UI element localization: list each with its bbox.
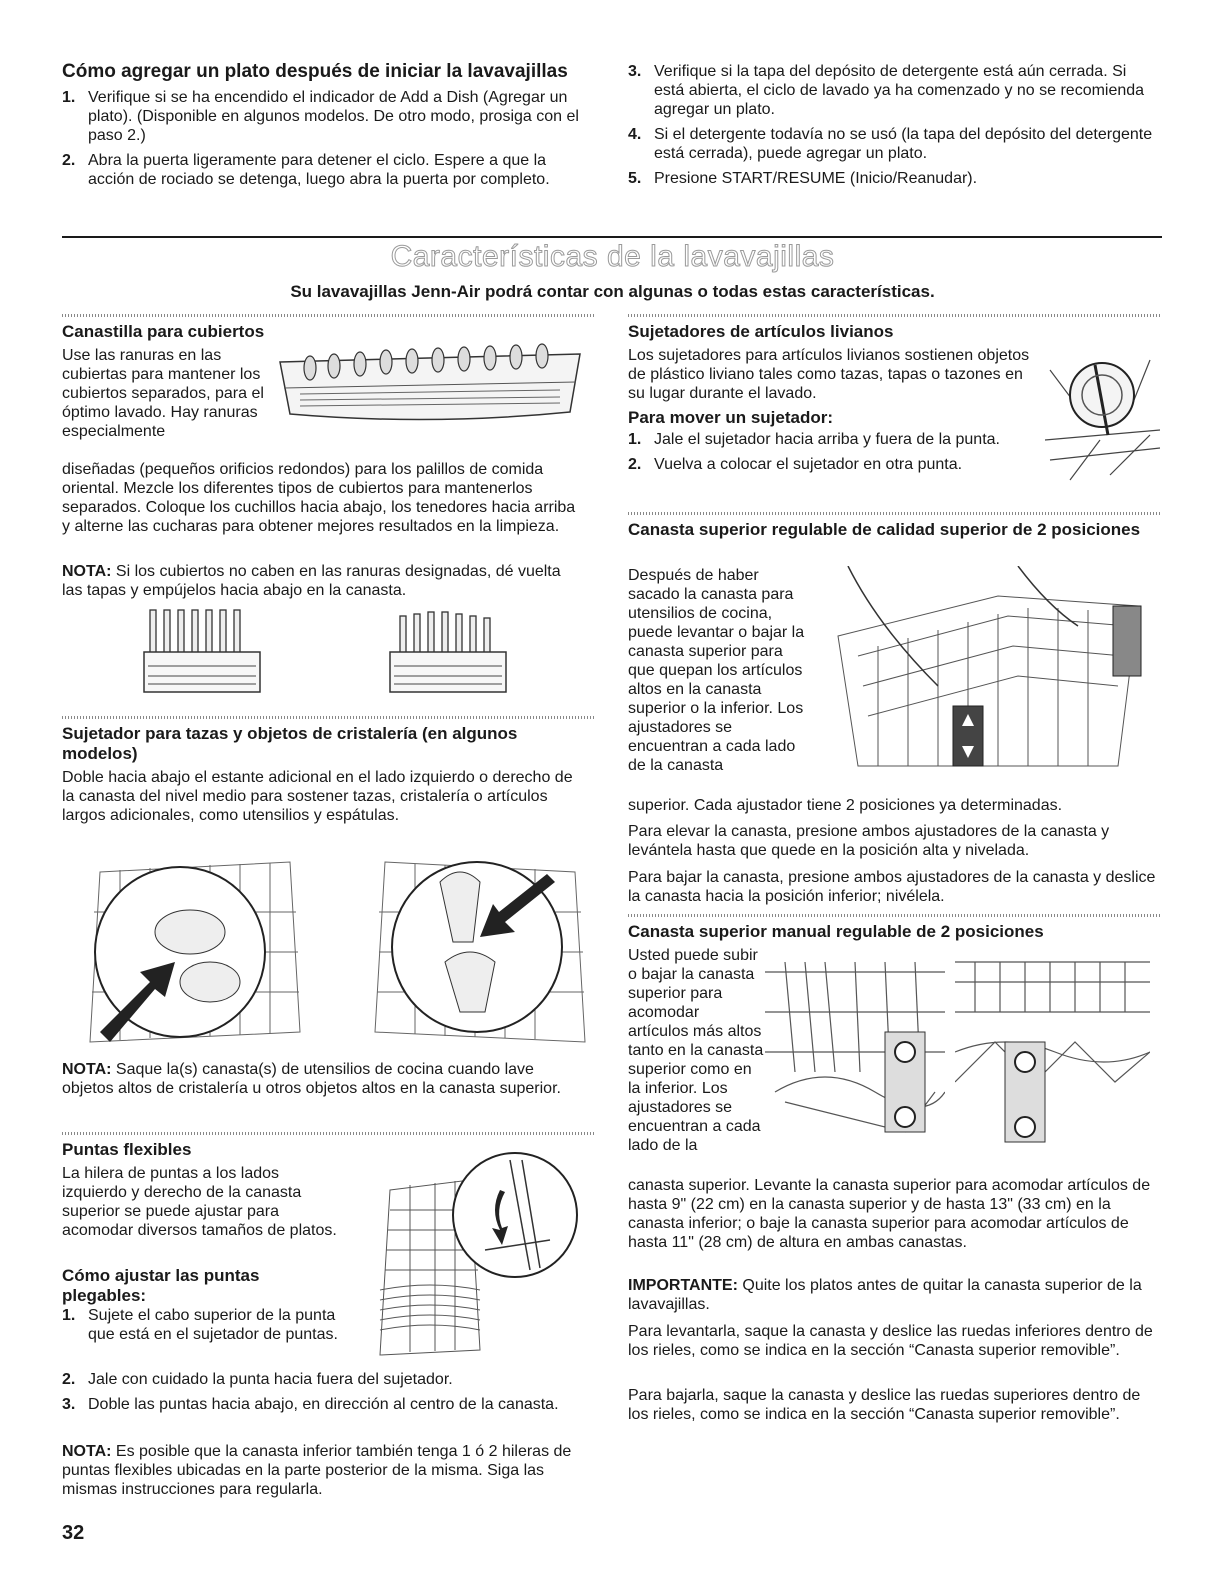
list-item [62,151,582,189]
step-text: Doble las puntas hacia abajo, en dirección al centro de la canasta. [88,1396,559,1413]
light-items-body: Los sujetadores para artículos livianos sostienen objetos de plástico liviano tales como tazas, tapas o tazones en su lugar durante el lavado. [628,347,1030,402]
list-item [628,455,1028,474]
upper-rack-raise: Para elevar la canasta, presione ambos ajustadores de la canasta y levántela hasta que quede en la posición alta y nivelada. [628,823,1110,859]
cutlery-body-wide: diseñadas (pequeños orificios redondos) para los palillos de comida oriental. Mezcle los diferentes tipos de cubiertos para mantenerlos separados. Coloque los cuchillos hacia abajo, los tenedores hacia arriba y alterne las cucharas para obtener mejores resultados en la limpieza. [62,461,576,535]
features-banner: Características de la lavavajillas [390,240,835,273]
tines-title: Puntas flexibles [62,1140,192,1159]
upper-rack-body-narrow: Después de haber sacado la canasta para utensilios de cocina, puede levantar o bajar la canasta superior para que quepan los artículos altos en la canasta superior o la inferior. Los ajustadores se encuentran a cada lado de la canasta [628,567,805,774]
note-label: NOTA: [62,1061,112,1078]
manual-rack-body-narrow: Usted puede subir o bajar la canasta superior para acomodar artículos más altos tanto en la canasta superior como en la inferior. Los ajustadores se encuentran a cada lado de la [628,947,764,1154]
add-dish-steps-right [628,62,1158,194]
step-text: Verifique si se ha encendido el indicador de Add a Dish (Agregar un plato). (Disponible en algunos modelos. De otro modo, prosiga con el paso 2.) [88,89,579,144]
step-text: Abra la puerta ligeramente para detener el ciclo. Espere a que la acción de rociado se detenga, luego abra la puerta por completo. [88,152,550,188]
cutlery-basket-icon [140,604,265,694]
important-label: IMPORTANTE: [628,1277,738,1294]
step-number: 3. [628,63,642,80]
upper-rack-lower: Para bajar la canasta, presione ambos ajustadores de la canasta y deslice la canasta hacia la posición inferior; nivélela. [628,869,1156,905]
manual-rack-important [628,1276,1158,1314]
step-number: 2. [62,152,76,169]
cup-holder-note [62,1060,582,1098]
manual-rack-body-wide: canasta superior. Levante la canasta superior para acomodar artículos de hasta 9" (22 cm) en la canasta superior y de hasta 13" (33 cm) en la canasta inferior; o baje la canasta superior para acomodar artículos de hasta 11" (28 cm) de altura en ambas canastas. [628,1177,1151,1251]
note-label: NOTA: [62,563,112,580]
step-number: 1. [62,1307,76,1324]
step-number: 2. [62,1371,76,1388]
section-divider [62,236,1162,238]
dish-rack-icon [80,852,310,1052]
cutlery-basket-illustration [270,342,590,424]
list-item [628,125,1158,163]
cutlery-basket-left-illustration [140,604,265,694]
note-text: Si los cubiertos no caben en las ranuras designadas, dé vuelta las tapas y empújelos hacia abajo en la canasta. [62,563,561,599]
cup-holder-title: Sujetador para tazas y objetos de cristalería (en algunos modelos) [62,724,518,763]
list-item [628,62,1158,119]
cutlery-basket-icon [270,342,590,424]
tines-steps-b [62,1370,582,1420]
light-item-clip-illustration [1040,340,1165,490]
page-number: 32 [62,1522,85,1544]
important-text: Quite los platos antes de quitar la canasta superior de la lavavajillas. [628,1277,1142,1313]
dotted-divider [628,512,1162,515]
tines-illustration [350,1150,590,1360]
cutlery-title: Canastilla para cubiertos [62,322,265,341]
dotted-divider [628,314,1162,317]
rack-adjuster-icon [818,566,1158,791]
cutlery-basket-icon [386,604,511,694]
light-items-title: Sujetadores de artículos livianos [628,322,894,341]
dotted-divider [628,914,1162,917]
dotted-divider [62,314,594,317]
step-text: Sujete el cabo superior de la punta que está en el sujetador de puntas. [88,1307,338,1343]
add-dish-title: Cómo agregar un plato después de iniciar la lavavajillas [62,61,568,82]
dotted-divider [62,1132,594,1135]
list-item [628,430,1028,449]
step-text: Jale el sujetador hacia arriba y fuera de la punta. [654,431,1000,448]
cup-holder-body: Doble hacia abajo el estante adicional en el lado izquierdo o derecho de la canasta del nivel medio para sostener tazas, cristalería o artículos largos adicionales, como utensilios y espátulas. [62,769,573,824]
step-number: 3. [62,1396,76,1413]
step-number: 1. [628,431,642,448]
manual-rack-raise: Para levantarla, saque la canasta y deslice las ruedas inferiores dentro de los rieles, como se indica en la sección “Canasta superior removible”. [628,1323,1153,1359]
step-number: 1. [62,89,76,106]
manual-rack-lower: Para bajarla, saque la canasta y deslice las ruedas superiores dentro de los rieles, como se indica en la sección “Canasta superior removible”. [628,1387,1141,1423]
note-text: Saque la(s) canasta(s) de utensilios de cocina cuando lave objetos altos de cristalería u otros objetos altos en la canasta superior. [62,1061,561,1097]
dotted-divider [62,716,594,719]
tines-note [62,1442,582,1499]
rack-wheels-icon [955,952,1150,1152]
manual-rack-title: Canasta superior manual regulable de 2 posiciones [628,922,1044,941]
cup-holder-illustration-left [80,852,310,1052]
step-number: 2. [628,456,642,473]
step-number: 5. [628,170,642,187]
list-item [628,169,1158,188]
tines-steps-a [62,1306,352,1350]
add-dish-steps-left [62,88,582,195]
step-text: Presione START/RESUME (Inicio/Reanudar). [654,170,978,187]
manual-rack-illustration-left [765,952,945,1152]
tines-subtitle: Cómo ajustar las puntas plegables: [62,1266,260,1305]
upper-rack-illustration [818,566,1158,791]
step-text: Jale con cuidado la punta hacia fuera del sujetador. [88,1371,453,1388]
light-items-subtitle: Para mover un sujetador: [628,408,834,427]
step-text: Vuelva a colocar el sujetador en otra punta. [654,456,963,473]
step-text: Si el detergente todavía no se usó (la tapa del depósito del detergente está cerrada), puede agregar un plato. [654,126,1153,162]
upper-rack-title: Canasta superior regulable de calidad superior de 2 posiciones [628,520,1141,539]
clip-icon [1040,340,1165,490]
manual-rack-illustration-right [955,952,1150,1152]
cutlery-basket-right-illustration [386,604,511,694]
tines-body: La hilera de puntas a los lados izquierdo y derecho de la canasta superior se puede ajustar para acomodar diversos tamaños de platos. [62,1165,337,1239]
features-subtitle: Su lavavajillas Jenn-Air podrá contar con algunas o todas estas características. [290,282,935,301]
step-text: Verifique si la tapa del depósito de detergente está aún cerrada. Si está abierta, el ciclo de lavado ya ha comenzado y no se recomienda agregar un plato. [654,63,1145,118]
list-item [62,88,582,145]
note-label: NOTA: [62,1443,112,1460]
upper-rack-body-wide: superior. Cada ajustador tiene 2 posiciones ya determinadas. [628,797,1063,814]
list-item [62,1395,582,1414]
folding-tines-icon [350,1150,590,1360]
list-item [62,1306,352,1344]
note-text: Es posible que la canasta inferior también tenga 1 ó 2 hileras de puntas flexibles ubicadas en la parte posterior de la misma. Siga las mismas instrucciones para regularla. [62,1443,572,1498]
cutlery-note [62,562,582,600]
step-number: 4. [628,126,642,143]
light-items-steps [628,430,1028,480]
cutlery-body-narrow: Use las ranuras en las cubiertas para mantener los cubiertos separados, para el óptimo lavado. Hay ranuras especialmente [62,347,264,440]
dish-rack-icon [365,852,590,1052]
cup-holder-illustration-right [365,852,590,1052]
rack-wheels-icon [765,952,945,1152]
list-item [62,1370,582,1389]
